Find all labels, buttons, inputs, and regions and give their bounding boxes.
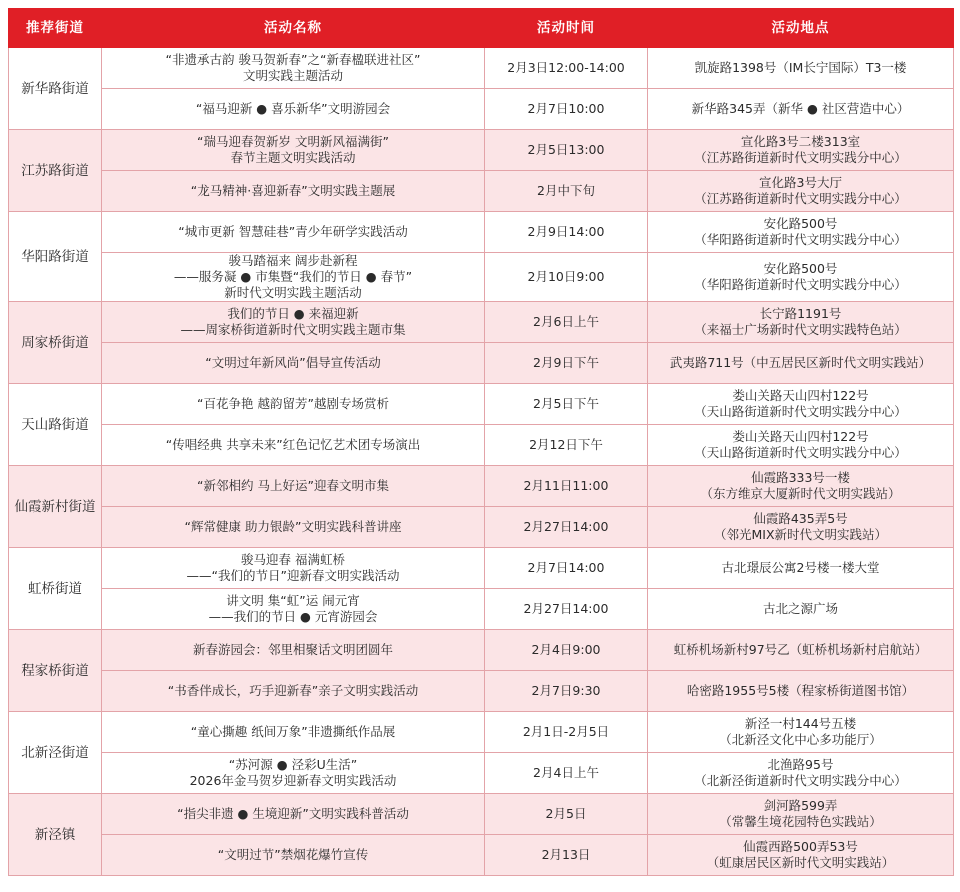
activity-time-cell: 2月11日11:00	[485, 466, 648, 507]
street-cell: 周家桥街道	[9, 302, 102, 384]
activity-place-line: （华阳路街道新时代文明实践分中心）	[694, 232, 907, 247]
activity-place-cell	[648, 712, 954, 753]
activity-name-line: 新春游园会：邻里相聚话文明团圆年	[192, 642, 393, 657]
activity-name-line: ——服务凝 ● 市集暨“我们的节日 ● 春节”	[173, 269, 413, 284]
activity-time-cell: 2月7日10:00	[485, 89, 648, 130]
activity-place-cell	[648, 671, 954, 712]
activity-place-line: 仙霞西路500弄53号	[743, 839, 858, 854]
activity-time-cell: 2月7日14:00	[485, 548, 648, 589]
activity-time-cell: 2月12日下午	[485, 425, 648, 466]
activity-name-cell	[102, 253, 485, 302]
activity-place-line: （天山路街道新时代文明实践分中心）	[694, 445, 907, 460]
activity-name-line: 新时代文明实践主题活动	[224, 285, 362, 300]
activity-time-cell: 2月4日9:00	[485, 630, 648, 671]
activity-name-line: “文明过年新风尚”倡导宣传活动	[205, 355, 381, 370]
activity-place-cell	[648, 130, 954, 171]
activity-name-line: “辉常健康 助力银龄”文明实践科普讲座	[184, 519, 402, 534]
street-cell: 天山路街道	[9, 384, 102, 466]
header-activity-time: 活动时间	[485, 9, 648, 48]
street-cell: 仙霞新村街道	[9, 466, 102, 548]
activity-name-line: 骏马踏福来 阔步赴新程	[228, 253, 358, 268]
activity-place-cell	[648, 89, 954, 130]
table-row	[9, 212, 954, 253]
activity-name-line: “福马迎新 ● 喜乐新华”文明游园会	[195, 101, 391, 116]
activity-name-line: “百花争艳 越韵留芳”越剧专场赏析	[197, 396, 389, 411]
activity-place-cell	[648, 212, 954, 253]
activity-time-cell: 2月6日上午	[485, 302, 648, 343]
activity-name-line: “非遗承古韵 骏马贺新春”之“新春楹联进社区”	[165, 52, 421, 67]
street-cell: 华阳路街道	[9, 212, 102, 302]
activity-name-cell	[102, 425, 485, 466]
activity-name-line: ——我们的节日 ● 元宵游园会	[208, 609, 378, 624]
activity-name-line: “文明过节”禁烟花爆竹宣传	[217, 847, 369, 862]
activity-place-line: 剑河路599弄	[763, 798, 838, 813]
activity-place-cell	[648, 48, 954, 89]
activity-name-cell	[102, 171, 485, 212]
activity-time-cell: 2月10日9:00	[485, 253, 648, 302]
activity-place-line: （来福士广场新时代文明实践特色站）	[694, 322, 907, 337]
activity-name-line: “指尖非遗 ● 生境迎新”文明实践科普活动	[177, 806, 409, 821]
activity-time-cell: 2月中下旬	[485, 171, 648, 212]
street-cell: 程家桥街道	[9, 630, 102, 712]
table-row	[9, 253, 954, 302]
activity-time-cell: 2月9日14:00	[485, 212, 648, 253]
activity-place-cell	[648, 794, 954, 835]
activity-time-cell: 2月1日-2月5日	[485, 712, 648, 753]
activity-time-cell: 2月9日下午	[485, 343, 648, 384]
activity-place-line: （虹康居民区新时代文明实践站）	[706, 855, 895, 870]
activity-name-line: 春节主题文明实践活动	[230, 150, 356, 165]
activity-place-line: 古北璟辰公寓2号楼一楼大堂	[721, 560, 880, 575]
activity-name-line: “苏河源 ● 泾彩U生活”	[228, 757, 358, 772]
activity-time-cell: 2月3日12:00-14:00	[485, 48, 648, 89]
table-row	[9, 130, 954, 171]
table-row	[9, 89, 954, 130]
activity-name-line: ——周家桥街道新时代文明实践主题市集	[180, 322, 406, 337]
activity-place-line: 宣化路3号二楼313室	[740, 134, 861, 149]
table-row	[9, 384, 954, 425]
table-row	[9, 302, 954, 343]
activity-place-line: （东方维京大厦新时代文明实践站）	[700, 486, 901, 501]
activity-name-cell	[102, 630, 485, 671]
activity-place-line: 凯旋路1398号（IM长宁国际）T3一楼	[694, 60, 907, 75]
activity-time-cell: 2月5日下午	[485, 384, 648, 425]
street-cell: 江苏路街道	[9, 130, 102, 212]
table-row	[9, 507, 954, 548]
activity-place-cell	[648, 589, 954, 630]
activity-time-cell: 2月5日	[485, 794, 648, 835]
activity-place-line: （江苏路街道新时代文明实践分中心）	[694, 191, 907, 206]
activity-place-cell	[648, 835, 954, 876]
activity-name-cell	[102, 753, 485, 794]
activity-name-cell	[102, 589, 485, 630]
activity-name-line: 文明实践主题活动	[242, 68, 343, 83]
activity-name-cell	[102, 48, 485, 89]
activity-name-cell	[102, 794, 485, 835]
table-row	[9, 48, 954, 89]
activity-place-cell	[648, 343, 954, 384]
street-cell: 虹桥街道	[9, 548, 102, 630]
activity-name-cell	[102, 89, 485, 130]
table-header-row	[9, 9, 954, 48]
activity-name-cell	[102, 507, 485, 548]
activity-place-line: 仙霞路435弄5号	[753, 511, 848, 526]
activity-time-cell: 2月27日14:00	[485, 589, 648, 630]
activity-name-line: ——“我们的节日”迎新春文明实践活动	[186, 568, 400, 583]
table-row	[9, 753, 954, 794]
activity-place-line: （华阳路街道新时代文明实践分中心）	[694, 277, 907, 292]
activity-name-line: 骏马迎春 福满虹桥	[241, 552, 345, 567]
activity-name-cell	[102, 466, 485, 507]
activity-time-cell: 2月5日13:00	[485, 130, 648, 171]
activity-name-line: 2026年金马贺岁迎新春文明实践活动	[189, 773, 397, 788]
table-row	[9, 630, 954, 671]
activity-name-cell	[102, 212, 485, 253]
activity-place-line: 北渔路95号	[767, 757, 834, 772]
activity-place-line: （邻光MIX新时代文明实践站）	[713, 527, 888, 542]
activity-name-line: 讲文明 集“虹”运 闹元宵	[226, 593, 360, 608]
table-row	[9, 343, 954, 384]
activity-place-line: （天山路街道新时代文明实践分中心）	[694, 404, 907, 419]
activity-place-cell	[648, 753, 954, 794]
street-cell: 新华路街道	[9, 48, 102, 130]
activity-name-cell	[102, 302, 485, 343]
activity-place-line: 新泾一村144号五楼	[744, 716, 857, 731]
table-row	[9, 712, 954, 753]
activity-place-cell	[648, 384, 954, 425]
street-cell: 北新泾街道	[9, 712, 102, 794]
activity-place-cell	[648, 302, 954, 343]
header-street: 推荐街道	[9, 9, 102, 48]
activity-name-line: “瑞马迎春贺新岁 文明新风福满街”	[197, 134, 389, 149]
activity-name-cell	[102, 835, 485, 876]
activity-name-line: “新邻相约 马上好运”迎春文明市集	[197, 478, 389, 493]
activity-name-line: “龙马精神·喜迎新春”文明实践主题展	[190, 183, 396, 198]
header-activity-name: 活动名称	[102, 9, 485, 48]
activity-place-line: 哈密路1955号5楼（程家桥街道图书馆）	[686, 683, 915, 698]
activity-name-cell	[102, 343, 485, 384]
header-activity-place: 活动地点	[648, 9, 954, 48]
activity-place-cell	[648, 253, 954, 302]
activity-place-line: 武夷路711号（中五居民区新时代文明实践站）	[669, 355, 932, 370]
activity-name-cell	[102, 671, 485, 712]
activity-name-cell	[102, 548, 485, 589]
activity-place-line: 仙霞路333号一楼	[751, 470, 850, 485]
table-row	[9, 425, 954, 466]
activity-name-line: “传唱经典 共享未来”红色记忆艺术团专场演出	[165, 437, 421, 452]
activity-place-line: （常馨生境花园特色实践站）	[719, 814, 882, 829]
activity-place-line: 安化路500号	[763, 216, 838, 231]
activity-time-cell: 2月7日9:30	[485, 671, 648, 712]
table-row	[9, 548, 954, 589]
table-row	[9, 171, 954, 212]
table-row	[9, 671, 954, 712]
activity-place-line: 新华路345弄（新华 ● 社区营造中心）	[691, 101, 910, 116]
activity-place-line: 宣化路3号大厅	[759, 175, 842, 190]
activity-place-cell	[648, 171, 954, 212]
activity-place-cell	[648, 548, 954, 589]
activity-place-cell	[648, 425, 954, 466]
table-row	[9, 466, 954, 507]
activity-time-cell: 2月27日14:00	[485, 507, 648, 548]
table-row	[9, 835, 954, 876]
activity-time-cell: 2月4日上午	[485, 753, 648, 794]
activity-place-cell	[648, 630, 954, 671]
activity-place-cell	[648, 507, 954, 548]
activity-name-line: “书香伴成长，巧手迎新春”亲子文明实践活动	[167, 683, 419, 698]
activity-name-line: “城市更新 智慧硅巷”青少年研学实践活动	[178, 224, 408, 239]
activity-place-cell	[648, 466, 954, 507]
street-cell: 新泾镇	[9, 794, 102, 876]
activity-name-cell	[102, 130, 485, 171]
activity-place-line: 长宁路1191号	[759, 306, 842, 321]
activity-place-line: 虹桥机场新村97号乙（虹桥机场新村启航站）	[673, 642, 928, 657]
activity-name-cell	[102, 712, 485, 753]
activity-place-line: 古北之源广场	[762, 601, 838, 616]
table-row	[9, 589, 954, 630]
activity-name-cell	[102, 384, 485, 425]
table-row	[9, 794, 954, 835]
activity-place-line: （北新泾文化中心多功能厅）	[719, 732, 882, 747]
activity-place-line: 娄山关路天山四村122号	[732, 429, 869, 444]
activity-name-line: “童心撕趣 纸间万象”非遗撕纸作品展	[190, 724, 396, 739]
activities-table	[8, 8, 954, 876]
activity-place-line: （江苏路街道新时代文明实践分中心）	[694, 150, 907, 165]
activity-place-line: 娄山关路天山四村122号	[732, 388, 869, 403]
activity-place-line: 安化路500号	[763, 261, 838, 276]
activity-time-cell: 2月13日	[485, 835, 648, 876]
activity-name-line: 我们的节日 ● 来福迎新	[227, 306, 359, 321]
activity-place-line: （北新泾街道新时代文明实践分中心）	[694, 773, 907, 788]
